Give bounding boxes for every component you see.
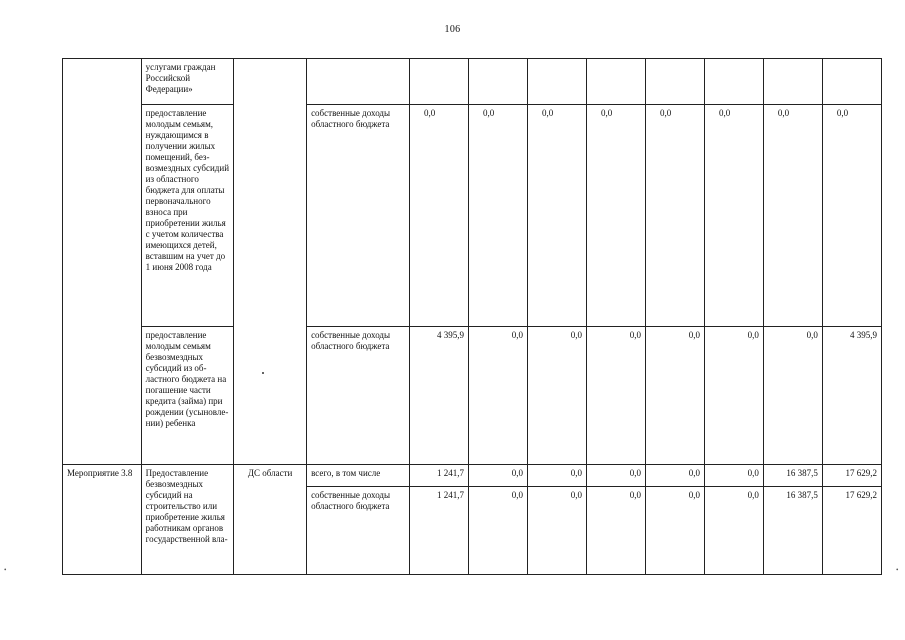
value-cell: 16 387,5 [763, 465, 822, 487]
table-row [63, 465, 882, 487]
budget-table [62, 58, 882, 575]
value-cell: 16 387,5 [763, 487, 822, 575]
value-cell: 1 241,7 [410, 465, 469, 487]
stray-dot [262, 372, 264, 374]
description-cell: предоставление молодым семьям безвозмездных субсидий из областного бюджета на погашение части кредита (займа) при рождении (усыновлении) ребенка [141, 327, 234, 465]
value-cell: 0,0 [469, 465, 528, 487]
description-cell: предоставление молодым семьям, нуждающимся в получении жилых помещений, безвозмездных субсидий из областного бюджета для оплаты первоначального взноса при приобретении жилья с учетом количества имеющихся детей, вставшим на учет до 1 июня 2008 года [141, 105, 234, 327]
value-cell: 0,0 [645, 327, 704, 465]
value-cell: 4 395,9 [822, 327, 881, 465]
event-label-cell: Мероприятие 3.8 [63, 465, 142, 575]
value-cell [704, 59, 763, 105]
value-cell: 0,0 [645, 105, 704, 327]
value-cell: 0,0 [527, 327, 586, 465]
value-cell: 0,0 [586, 487, 645, 575]
source-cell: всего, в том числе [307, 465, 410, 487]
table-row [63, 59, 882, 105]
value-cell: 1 241,7 [410, 487, 469, 575]
value-cell: 0,0 [527, 487, 586, 575]
value-cell: 0,0 [469, 105, 528, 327]
value-cell: 0,0 [527, 105, 586, 327]
value-cell: 0,0 [410, 105, 469, 327]
value-cell: 0,0 [586, 465, 645, 487]
event-cell [63, 59, 142, 465]
value-cell [527, 59, 586, 105]
margin-mark: • [4, 566, 7, 574]
source-cell [307, 59, 410, 105]
value-cell: 0,0 [763, 105, 822, 327]
value-cell: 0,0 [645, 465, 704, 487]
executor-cell [234, 59, 307, 465]
value-cell: 0,0 [645, 487, 704, 575]
executor-cell: ДС области [234, 465, 307, 575]
description-cell: услугами граждан Российской Федерации» [141, 59, 234, 105]
table-row [63, 105, 882, 327]
value-cell: 0,0 [586, 327, 645, 465]
source-cell: собственные доходы областного бюджета [307, 487, 410, 575]
value-cell [763, 59, 822, 105]
source-cell: собственные доходы областного бюджета [307, 105, 410, 327]
value-cell: 0,0 [704, 105, 763, 327]
value-cell: 4 395,9 [410, 327, 469, 465]
value-cell: 0,0 [822, 105, 881, 327]
value-cell [645, 59, 704, 105]
value-cell: 17 629,2 [822, 465, 881, 487]
value-cell: 17 629,2 [822, 487, 881, 575]
value-cell: 0,0 [763, 327, 822, 465]
value-cell [586, 59, 645, 105]
page-number: 106 [444, 24, 461, 35]
value-cell: 0,0 [469, 327, 528, 465]
value-cell: 0,0 [469, 487, 528, 575]
value-cell: 0,0 [586, 105, 645, 327]
source-cell: собственные доходы областного бюджета [307, 327, 410, 465]
value-cell: 0,0 [704, 327, 763, 465]
value-cell: 0,0 [704, 465, 763, 487]
value-cell [410, 59, 469, 105]
value-cell [822, 59, 881, 105]
value-cell: 0,0 [527, 465, 586, 487]
margin-mark: • [896, 566, 899, 574]
description-cell: Предоставление безвозмездных субсидий на строительство или приобретение жилья работникам органов государственной вла- [141, 465, 234, 575]
value-cell [469, 59, 528, 105]
value-cell: 0,0 [704, 487, 763, 575]
table-row [63, 327, 882, 465]
